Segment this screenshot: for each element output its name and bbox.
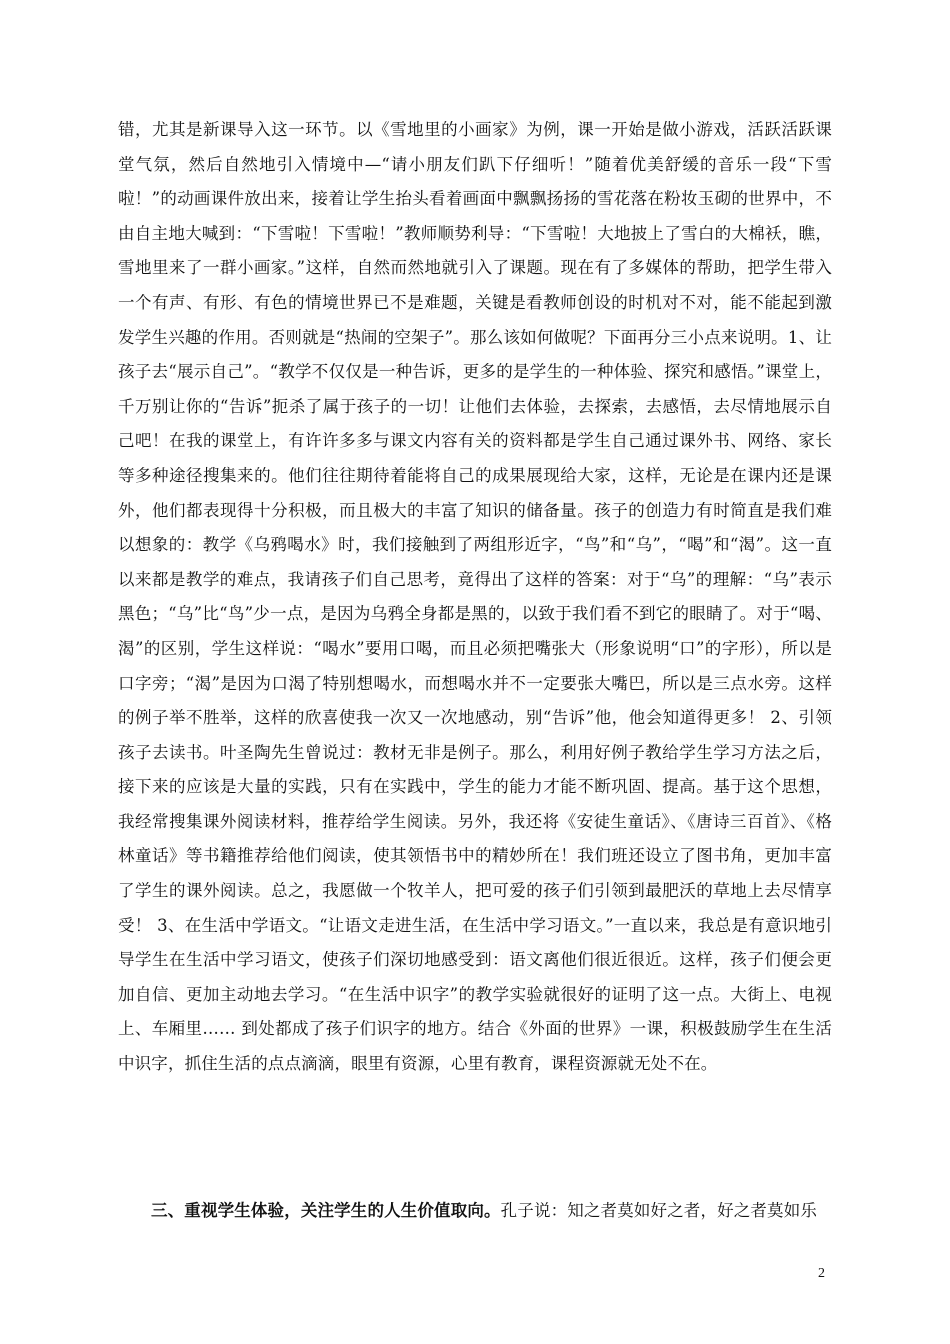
section-text: 孔子说：知之者莫如好之者，好之者莫如乐	[500, 1201, 818, 1220]
body-paragraph: 错，尤其是新课导入这一环节。以《雪地里的小画家》为例，课一开始是做小游戏，活跃活跃课堂气氛，然后自然地引入情境中—“请小朋友们趴下仔细听！”随着优美舒缓的音乐一段“下雪啦！”的动画课件放出来，接着让学生抬头看着画面中飘飘扬扬的雪花落在粉妆玉砌的世界中，不由自主地大喊到：“下雪啦！下雪啦！”教师顺势利导：“下雪啦！大地披上了雪白的大棉袄，瞧，雪地里来了一群小画家。”这样，自然而然地就引入了课题。现在有了多媒体的帮助，把学生带入一个有声、有形、有色的情境世界已不是难题，关键是看教师创设的时机对不对，能不能起到激发学生兴趣的作用。否则就是“热闹的空架子”。那么该如何做呢？下面再分三小点来说明。1、让孩子去“展示自己”。“教学不仅仅是一种告诉，更多的是学生的一种体验、探究和感悟。”课堂上，千万别让你的“告诉”扼杀了属于孩子的一切！让他们去体验，去探索，去感悟，去尽情地展示自己吧！在我的课堂上，有许许多多与课文内容有关的资料都是学生自己通过课外书、网络、家长等多种途径搜集来的。他们往往期待着能将自己的成果展现给大家，这样，无论是在课内还是课外，他们都表现得十分积极，而且极大的丰富了知识的储备量。孩子的创造力有时简直是我们难以想象的：教学《乌鸦喝水》时，我们接触到了两组形近字，“鸟”和“乌”，“喝”和“渴”。这一直以来都是教学的难点，我请孩子们自己思考，竟得出了这样的答案：对于“乌”的理解：“乌”表示黑色；“乌”比“鸟”少一点，是因为乌鸦全身都是黑的，以致于我们看不到它的眼睛了。对于“喝、渴”的区别，学生这样说：“喝水”要用口喝，而且必须把嘴张大（形象说明“口”的字形），所以是口字旁；“渴”是因为口渴了特别想喝水，而想喝水并不一定要张大嘴巴，所以是三点水旁。这样的例子举不胜举，这样的欣喜使我一次又一次地感动，别“告诉”他，他会知道得更多！ 2、引领孩子去读书。叶圣陶先生曾说过：教材无非是例子。那么，利用好例子教给学生学习方法之后，接下来的应该是大量的实践，只有在实践中，学生的能力才能不断巩固、提高。基于这个思想，我经常搜集课外阅读材料，推荐给学生阅读。另外，我还将《安徒生童话》、《唐诗三百首》、《格林童话》等书籍推荐给他们阅读，使其领悟书中的精妙所在！我们班还设立了图书角，更加丰富了学生的课外阅读。总之，我愿做一个牧羊人，把可爱的孩子们引领到最肥沃的草地上去尽情享受！ 3、在生活中学语文。“让语文走进生活，在生活中学习语文。”一直以来，我总是有意识地引导学生在生活中学习语文，使孩子们深切地感受到：语文离他们很近很近。这样，孩子们便会更加自信、更加主动地去学习。“在生活中识字”的教学实验就很好的证明了这一点。大街上、电视上、车厢里…… 到处都成了孩子们识字的地方。结合《外面的世界》一课，积极鼓励学生在生活中识字，抓住生活的点点滴滴，眼里有资源，心里有教育，课程资源就无处不在。	[118, 120, 832, 1074]
section-heading: 三、重视学生体验，关注学生的人生价值取向。	[151, 1201, 501, 1220]
page-number: 2	[818, 1266, 825, 1281]
section-paragraph	[118, 1194, 832, 1229]
